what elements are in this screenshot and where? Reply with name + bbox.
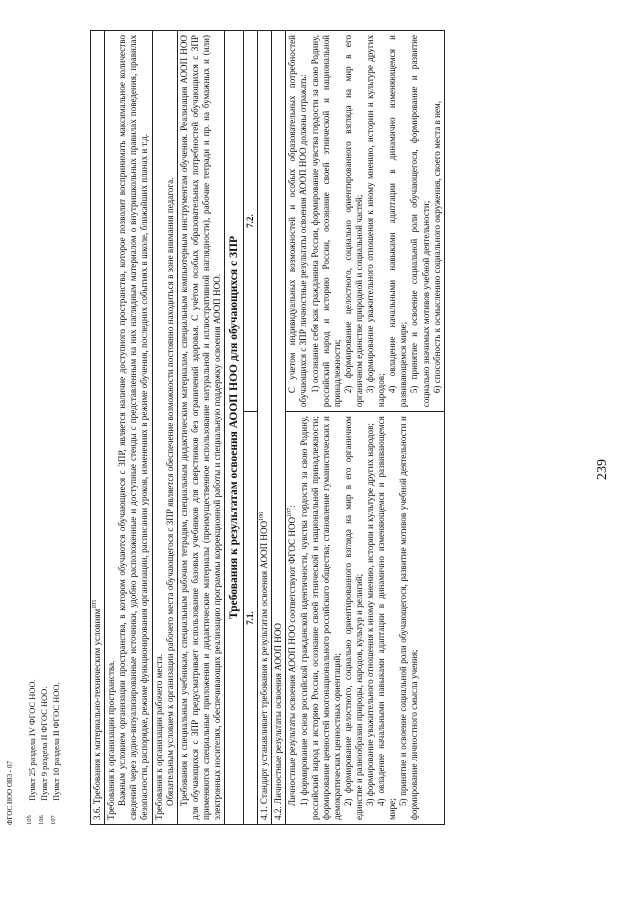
footnote-number: 106	[37, 815, 45, 825]
footnote	[26, 525, 38, 825]
footnote	[50, 525, 62, 825]
personal-results-row	[286, 31, 444, 825]
footnote-text: Пункт 10 раздела II ФГОС НОО.	[50, 682, 61, 801]
space-title: Требования к организации пространства.	[106, 660, 117, 820]
workplace-requirements-cell	[152, 31, 177, 825]
footnote-text: Пункт 9 раздела II ФГОС НОО.	[38, 686, 49, 801]
column-numbers-row	[244, 31, 258, 825]
page-number: 239	[595, 459, 610, 480]
footnote-number: 107	[49, 815, 57, 825]
footer-code: ФГОС НОО ОВЗ - 07	[6, 761, 14, 825]
footnotes	[26, 525, 62, 825]
workplace-title: Требования к организации рабочего места.	[153, 653, 164, 820]
right-item: 5) принятие и освоение социальной роли обучающегося, формирование и развитие социально значимых мотивов учебной деятельности;	[409, 35, 431, 408]
section-title-row	[91, 31, 105, 825]
column-number-left: 7.1.	[244, 412, 258, 825]
personal-results-title: 4.2. Личностные результаты освоения АООП НОО	[272, 31, 286, 825]
left-item: 4) овладение начальными навыками адаптации в динамично изменяющемся и развивающемся мире;	[376, 416, 398, 820]
footnote	[38, 525, 50, 825]
left-item: 2) формирование целостного, социально ориентированного взгляда на мир в его органичном единстве и разнообразии природы, народов, культур и религий;	[342, 416, 364, 820]
workplace-text: Обязательным условием к организации рабочего места обучающегося с ЗПР является обеспечение возможности постоянно находиться в зоне внимания педагога.	[164, 177, 175, 806]
document-table	[90, 30, 445, 825]
results-heading-row	[225, 31, 244, 825]
space-text: Важным условием организации пространства, в котором обучаются обучающиеся с ЗПР, является наличие доступного пространства, которое позволит воспринимать максимальное количество сведений через аудио-визуализированные источники, удобно расположенные и доступные стенды с представленным на них наглядным материалом о внутришкольных правилах поведения, правилах безопасности, распорядке, режиме функционирования организации, расписании уроков, изменениях в режиме обучения, последних событиях в школе, ближайших планах и т.д.	[117, 35, 150, 820]
left-item: 1) формирование основ российской гражданской идентичности, чувства гордости за свою Родину, российский народ и историю России, осознание своей этнической и национальной принадлежности; формирование ценностей многонационального российского общества; становление гуманистических и демократических ценностных ориентаций;	[298, 416, 342, 820]
footnote-ref: 107	[287, 507, 294, 517]
space-requirements-row	[105, 31, 152, 825]
right-intro: С учетом индивидуальных возможностей и особых образовательных потребностей обучающихся с ЗПР личностные результаты освоения АООП НОО должны отражать:	[287, 35, 309, 408]
footnote-ref: 105	[92, 599, 98, 609]
personal-results-title-row	[272, 31, 286, 825]
left-item: 5) принятие и освоение социальной роли обучающегося, развитие мотивов учебной деятельности и формирование личностного смысла учения;	[398, 416, 420, 820]
right-column-cell	[286, 31, 444, 412]
right-item: 1) осознание себя как гражданина России, формирование чувства гордости за свою Родину, российский народ и историю России, осознание своей этнической и национальной принадлежности;	[309, 35, 342, 408]
left-item: 3) формирование уважительного отношения к иному мнению, истории и культуре других народов;	[365, 423, 376, 806]
results-heading: Требования к результатам освоения АООП НОО для обучающихся с ЗПР	[225, 31, 244, 825]
standard-cell: 4.1. Стандарт устанавливает требования к результатам освоения АООП НОО$^{106}$	[258, 31, 272, 825]
materials-text: Требования к специальным учебникам, специальным рабочим тетрадям, специальным дидактическим материалам, специальным компьютерным инструментам обучения. Реализация АООП НОО для обучающихся с ЗПР предусматривает использование базовых учебников для сверстников без ограничений здоровья. С учётом особых образовательных потребностей обучающихся с ЗПР применяются специальные приложения и дидактические материалы (преимущественное использование натуральной и иллюстративной наглядности), рабочие тетради и пр. на бумажных и (или) электронных носителях, обеспечивающих реализацию программы коррекционной работы и специальную поддержку освоения АООП НОО.	[178, 35, 222, 820]
footnote-text: Пункт 25 раздела IV ФГОС НОО.	[26, 679, 37, 801]
footnote-ref: 106	[259, 511, 266, 521]
right-item: 2) формирование целостного, социально ориентированного взгляда на мир в его органичном единстве природной и социальной частей;	[342, 35, 364, 408]
left-intro: Личностные результаты освоения АООП НОО соответствуют ФГОС НОО$^{107}$:	[287, 505, 298, 806]
column-number-right: 7.2.	[244, 31, 258, 412]
materials-requirements-cell	[177, 31, 224, 825]
standard-row	[258, 31, 272, 825]
right-item: 6) способность к осмыслению социального окружения, своего места в нем,	[431, 100, 442, 394]
footnote-number: 105	[26, 815, 33, 825]
space-requirements-cell	[105, 31, 152, 825]
left-column-cell	[286, 412, 444, 825]
right-item: 4) овладение начальными навыками адаптации в динамично изменяющемся и развивающемся мире;	[387, 35, 409, 408]
right-item: 3) формирование уважительного отношения к иному мнению, истории и культуре других народов;	[365, 35, 387, 408]
materials-requirements-row	[177, 31, 224, 825]
workplace-requirements-row	[152, 31, 177, 825]
section-title: 3.6. Требования к материально-техническим условиям$^{105}$	[91, 31, 105, 825]
